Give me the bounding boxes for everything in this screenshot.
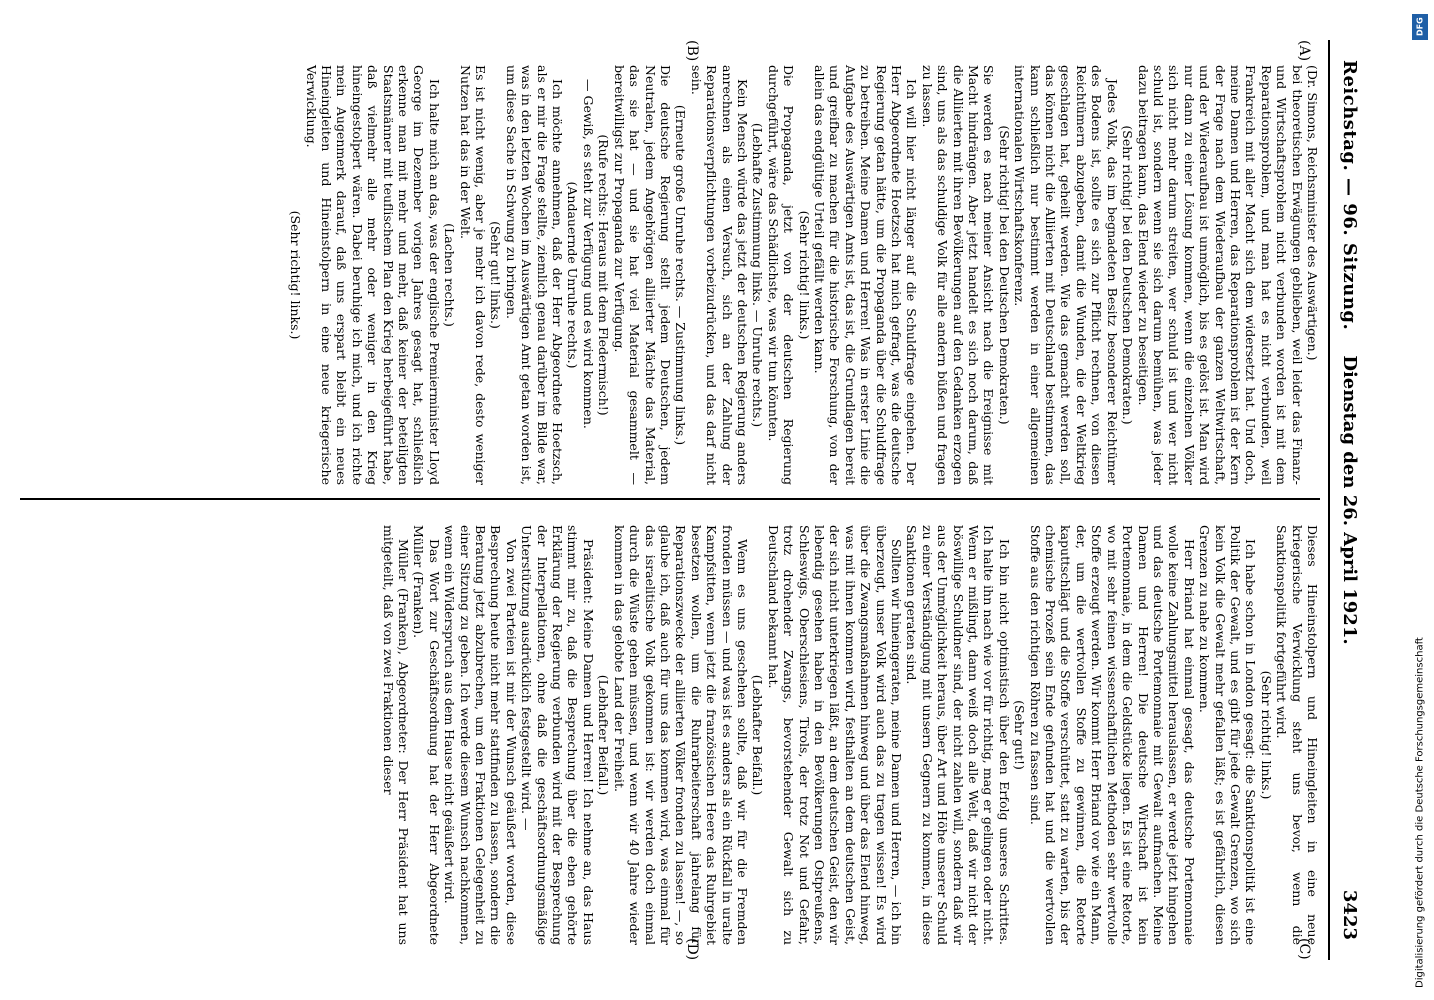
interjection: (Sehr richtig! links.) [1258, 670, 1274, 800]
paragraph: Dieses Hineinstolpern und Hineingleiten in eine neue kriegerische Verwicklung steht uns bevor, wenn die Sanktionspolitik fortgeführt wird. [1274, 525, 1320, 945]
paragraph: Müller (Franken), Abgeordneter: Der Herr Präsident hat uns mitgeteilt, daß von zwei Fraktionen dieser [380, 525, 412, 945]
paragraph: Sollten wir hineingeraten, meine Damen und Herren, — ich bin überzeugt, unser Volk wird auch das zu tragen wissen! Es wird über die Zwangsmaßnahmen hinweg und über das Elend hinweg, was mit ihnen kommen wird, festhalten an dem deutschen Geist, der sich nicht unterkriegen läßt, an dem deutschen Geist, den wir lebendig gesehen haben in den Bevölkerungen Ostpreußens, Schleswigs, Oberschlesiens, Tirols, der trotz Not und Gefahr, trotz drohender Zwangs, bevorstehender Gewalt sich zu Deutschland bekannt hat. [765, 525, 905, 945]
right-column [380, 525, 1320, 945]
page-header [1320, 0, 1360, 1000]
header-left: Reichstag. — 96. Sitzung. [1339, 60, 1360, 331]
interjection: (Andauernde Unruhe rechts.) [565, 181, 581, 369]
paragraph: Ich bin nicht optimistisch über den Erfolg unseres Schrittes. Ich halte ihn nach wie vor für richtig, mag er gelingen oder nicht. Wenn er mißlingt, dann weiß doch alle Welt, daß wir nicht der böswillige Schuldner sind, der nicht zahlen will, sondern daß wir aus der Unmöglichkeit heraus, über Art und Höhe unserer Schuld zu einer Verständigung mit unsern Gegnern zu kommen, in diese Sanktionen geraten sind. [904, 525, 1012, 945]
president-paragraph: Präsident: Meine Damen und Herren! Ich nehme an, das Haus stimmt mir zu, daß die Besprechung über die eben gehörte Erklärung der Regierung verbunden wird mit der Besprechung der Interpellationen, ohne daß die geschäftsordnungsmäßige Unterstützung ausdrücklich festgestellt wird. — [519, 525, 596, 945]
dfg-sidebar [1410, 8, 1430, 992]
paragraph: Ich halte mich an das, was der englische Premierminister Lloyd George im Dezember vorigen Jahres gesagt hat, schließlich erkenne man mit mehr und mehr, daß keiner der beteiligten Staatsmänner mit teuflischem Plan den Krieg herbeigeführt habe, daß vielmehr alle mehr oder weniger in den Krieg hineingestolpert wären. Dabei beruhige ich mich, und ich richte mein Augenmerk darauf, daß uns erspart bleibt ein neues Hineingleiten und Hineinstolpern in eine neue kriegerische Verwicklung. [303, 65, 442, 485]
column-divider [20, 498, 1320, 500]
interjection: (Lebhafter Beifall.) [596, 674, 612, 796]
margin-mark-c: (C) [1296, 938, 1312, 960]
interjection: (Sehr richtig! links.) [796, 210, 812, 340]
interjection: (Sehr richtig! bei den Deutschen Demokraten.) [996, 125, 1012, 425]
interjection: (Lebhafte Zustimmung links. — Unruhe rechts.) [750, 122, 766, 428]
interjection: (Sehr richtig! links.) [288, 210, 304, 340]
margin-mark-d: (D) [684, 938, 700, 961]
dfg-logo: DFG [1412, 14, 1428, 40]
margin-mark-a: (A) [1296, 40, 1312, 62]
paragraph: Ich will hier nicht länger auf die Schuldfrage eingehen. Der Herr Abgeordnete Hoetzsch hat mich gefragt, was die deutsche Regierung getan hätte, um die Propaganda über die Schuldfrage zu betreiben. Meine Damen und Herren! Was in erster Linie die Aufgabe des Auswärtigen Amts ist, das ist, die Grundlagen bereit und greifbar zu machen für die historische Forschung, von der allein das endgültige Urteil gefällt werden kann. [812, 65, 920, 485]
dfg-credit: Digitalisierung gefördert durch die Deutsche Forschungsgemeinschaft [1414, 637, 1426, 988]
paragraph: Von zwei Parteien ist mir der Wunsch geäußert worden, diese Besprechung heute nicht mehr stattfinden zu lassen, sondern die Beratung jetzt abzubrechen, um den Fraktionen Gelegenheit zu einer Sitzung zu geben. Ich werde diesem Wunsch nachkommen, wenn ein Widerspruch aus dem Hause nicht geäußert wird. [442, 525, 519, 945]
interjection: (Sehr gut! links.) [488, 221, 504, 329]
interjection: (Lebhafter Beifall.) [750, 674, 766, 796]
left-column [288, 65, 1320, 485]
paragraph: Es ist nicht wenig, aber je mehr ich davon rede, desto weniger Nutzen hat das in der Welt. [457, 65, 489, 485]
margin-mark-b: (B) [684, 40, 700, 62]
interjection: (Rufe rechts: Heraus mit dem Fledermisch!) [596, 134, 612, 416]
paragraph: Herr Briand hat einmal gesagt, das deutsche Portemonnaie wolle keine Zahlungsmittel herauslassen, er werde jetzt hingehen und das deutsche Portemonnaie mit Gewalt aufmachen. Meine Damen und Herren! Die deutsche Wirtschaft ist kein Portemonnaie, in dem die Geldstücke liegen. Es ist eine Retorte, wo mit sehr feinen wissenschaftlichen Methoden sehr wertvolle Stoffe erzeugt werden. Wir kommt Herr Briand vor wie ein Mann, der, um die wertvollen Stoffe zu gewinnen, die Retorte kaputtschlägt und die Stoffe verschüttet, statt zu warten, bis der chemische Prozeß sein Ende gefunden hat und die wertvollen Stoffe aus den richtigen Röhren zu fassen sind. [1027, 525, 1197, 945]
paragraph: Sie werden es nach meiner Ansicht nach die Ereignisse mit Macht hindrängen. Aber jetzt handelt es sich noch darum, daß die Alliierten mit ihren Bevölkerungen auf den Gedanken erzogen sind, uns als das schuldige Volk für alle andern büßen und fragen zu lassen. [919, 65, 997, 485]
page-number: 3423 [1339, 889, 1360, 940]
header-date: Dienstag den 26. April 1921. [1339, 355, 1360, 645]
header-rule [1328, 40, 1330, 960]
interjection: (Lachen rechts.) [442, 223, 458, 327]
interjection: (Erneute große Unruhe rechts. — Zustimmung links.) [673, 104, 689, 446]
paragraph: Ich möchte annehmen, daß der Herr Abgeordnete Hoetzsch, als er mir die Frage stellte, ziemlich genau darüber im Bilde war, was in den letzten Wochen im Auswärtigen Amt getan worden ist, um diese Sache in Schwung zu bringen. [503, 65, 566, 485]
paragraph: bei theoretischen Erwägungen geblieben, weil leider das Finanz- und Wirtschaftsproblem nicht verbunden worden ist mit dem Reparationsproblem, und man hat es nicht verbunden, weil Frankreich mit aller Macht sich dem widersetzt hat. Und doch, meine Damen und Herren, das Reparationsproblem ist der Kern der Frage nach dem Wiederaufbau der ganzen Weltwirtschaft, und der Wiederaufbau ist unmöglich, bis es gelöst ist. Man wird nur dann zu einer Lösung kommen, wenn die einzelnen Völker sich nicht mehr darum streiten, wer schuld ist und wer nicht schuld ist, sondern wenn sie sich darum bemühen, was jeder dazu beitragen kann, das Elend wieder zu beseitigen. [1135, 65, 1305, 485]
paragraph: Das Wort zur Geschäftsordnung hat der Herr Abgeordnete Müller (Franken). [411, 525, 442, 945]
interjection: (Sehr gut!) [1012, 700, 1028, 770]
paragraph: — Gewiß, es steht zur Verfügung und es wird kommen. [580, 79, 596, 429]
paragraph: Jedes Volk, das im begnadeten Besitz besonderer Reichtümer des Bodens ist, sollte es sich zur Pflicht rechnen, von diesen Reichtümern abzugeben, damit die Wunden, die der Weltkrieg geschlagen hat, geheilt werden. Wie das gemacht werden soll, das können nicht die Alliierten mit Deutschland bestimmen, das kann schließlich nur bestimmt werden in einer allgemeinen internationalen Wirtschaftskonferenz. [1012, 65, 1120, 485]
paragraph: Wenn es uns geschehen sollte, daß wir für die Fremden fronden müssen — und was ist es anders als ein Rückfall in uralte Kampfsitten, wenn jetzt die französischen Heere das Ruhrgebiet besetzen wollen, um die Ruhrarbeiterschaft jahrelang für Reparationszwecke der alliierten Völker fronden zu lassen! —, so glaube ich, daß auch für uns das kommen wird, was einmal für das israelitische Volk gekommen ist: wir werden doch einmal durch die Wüste gehen müssen, und wenn wir 40 Jahre wieder kommen in das gelobte Land der Freiheit. [611, 525, 750, 945]
paragraph: Kein Mensch würde das jetzt der deutschen Regierung anders anrechnen als einen Versuch, sich an der Zahlung der Reparationsverpflichtungen vorbeizudrücken, und das darf nicht sein. [688, 65, 750, 485]
interjection: (Sehr richtig! bei den Deutschen Demokraten.) [1120, 125, 1136, 425]
paragraph: Ich habe schon in London gesagt: die Sanktionspolitik ist eine Politik der Gewalt, und es gibt für jede Gewalt Grenzen, wo sich kein Volk die Gewalt mehr gefallen läßt; es ist gefährlich, diesen Grenzen zu nahe zu kommen. [1197, 525, 1259, 945]
paragraph: Die Propaganda, jetzt von der deutschen Regierung durchgeführt, wäre das Schädlichste, was wir tun könnten. [765, 65, 797, 485]
speaker-note: (Dr. Simons, Reichsminister des Auswärtigen.) [1305, 65, 1320, 361]
paragraph: Die deutsche Regierung stellt jedem Deutschen, jedem Neutralen, jedem Angehörigen alliierter Mächte das Material, das sie hat — und sie hat viel Material gesammelt — bereitwilligst zur Propaganda zur Verfügung. [611, 65, 673, 485]
